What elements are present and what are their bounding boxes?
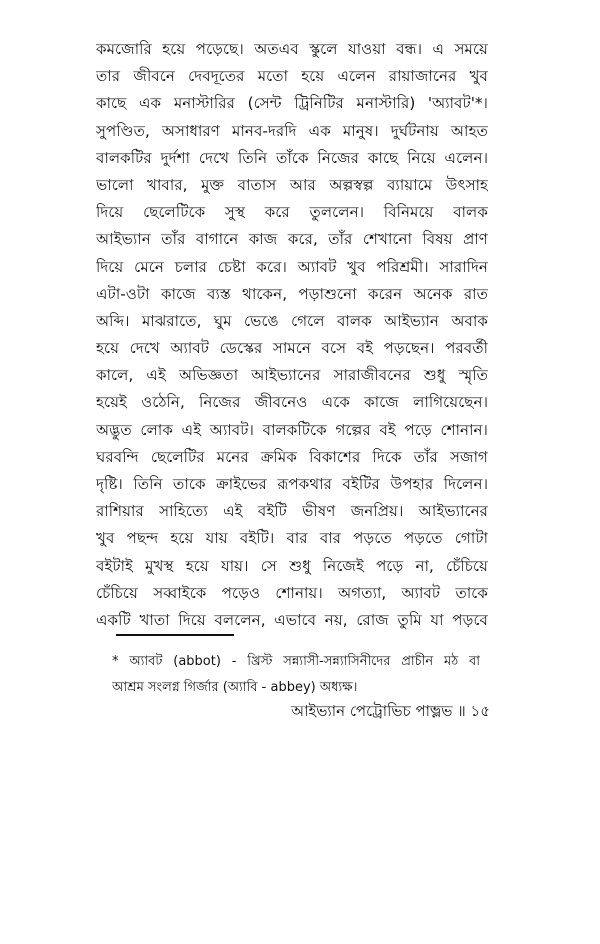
page-number: ১৫ [470,702,490,720]
text-line: বালকটির দুর্দশা দেখে তিনি তাঁকে নিজের কাছে নিয়ে এলেন। [96,148,488,167]
text-line: ভালো খাবার, মুক্ত বাতাস আর অল্পস্বল্প ব্যায়ামে উৎসাহ [96,175,488,194]
text-line: কালে, এই অভিজ্ঞতা আইভ্যানের সারাজীবনের শুধু স্মৃতি [96,366,488,385]
footer-separator: ॥ [457,702,466,720]
text-line: রাশিয়ার সাহিত্যে এই বইটি ভীষণ জনপ্রিয়। আইভ্যানের [96,502,488,521]
footnote-divider [116,634,234,636]
text-line: কমজোরি হয়ে পড়েছে। অতএব স্কুলে যাওয়া বন্ধ। এ সময়ে [96,40,488,58]
footnote-line: আশ্রম সংলগ্ন গির্জার (অ্যাবি - abbey) অধ্যক্ষ। [112,680,358,695]
book-title: আইভ্যান পেট্রোভিচ পাভ্লভ [290,702,453,720]
text-line: তার জীবনে দেবদূতের মতো হয়ে এলেন রায়াজানের খুব [96,67,488,86]
text-line: কাছে এক মনাস্টারির (সেন্ট ট্রিনিটির মনাস্টারি) 'অ্যাবট'*। [96,94,488,113]
text-line: হয়েই ওঠেনি, নিজের জীবনেও একে কাজে লাগিয়েছেন। [96,393,488,412]
footnote-line: * অ্যাবট (abbot) - খ্রিস্ট সন্ন্যাসী-সন্ন্যাসিনীদের প্রাচীন মঠ বা [112,654,480,669]
text-line: আইভ্যান তাঁর বাগানে কাজ করে, তাঁর শেখানো বিষয় প্রাণ [96,230,488,249]
text-line: খুব পছন্দ হয়ে যায় বইটি। বার বার পড়তে পড়তে গোটা [96,529,488,548]
text-line: দৃষ্টি। তিনি তাকে ক্রাইভের রূপকথার বইটির উপহার দিলেন। [96,475,488,493]
text-line: হয়ে দেখে অ্যাবট ডেস্কের সামনে বসে বই পড়ছেন। পরবর্তী [96,339,488,358]
text-line: চেঁচিয়ে সব্বাইকে পড়েও শোনায়। অগত্যা, অ্যাবট তাকে [96,583,488,602]
text-line: এটা-ওটা কাজে ব্যস্ত থাকেন, পড়াশুনো করেন অনেক রাত [96,284,488,303]
text-line: দিয়ে ছেলেটিকে সুস্থ করে তুললেন। বিনিময়ে বালক [96,203,488,222]
text-line: সুপণ্ডিত, অসাধারণ মানব-দরদি এক মানুষ। দুর্ঘটনায় আহত [96,121,488,140]
text-line: বইটাই মুখস্থ হয়ে যায়। সে শুধু নিজেই পড়ে না, চেঁচিয়ে [96,556,488,575]
footnote [112,649,480,701]
running-footer [200,699,490,723]
text-line: অব্দি। মাঝরাতে, ঘুম ভেঙে গেলে বালক আইভ্যান অবাক [96,311,488,330]
text-line: একটি খাতা দিয়ে বললেন, এভাবে নয়, রোজ তুমি যা পড়বে [96,610,488,629]
text-line: দিয়ে মেনে চলার চেষ্টা করে। অ্যাবট খুব পরিশ্রমী। সারাদিন [96,257,488,276]
text-line: ঘরবন্দি ছেলেটির মনের ক্রমিক বিকাশের দিকে তাঁর সজাগ [96,447,488,466]
body-text [96,36,488,634]
text-line: অদ্ভুত লোক এই অ্যাবট। বালকটিকে গল্পের বই পড়ে শোনান। [96,420,488,439]
